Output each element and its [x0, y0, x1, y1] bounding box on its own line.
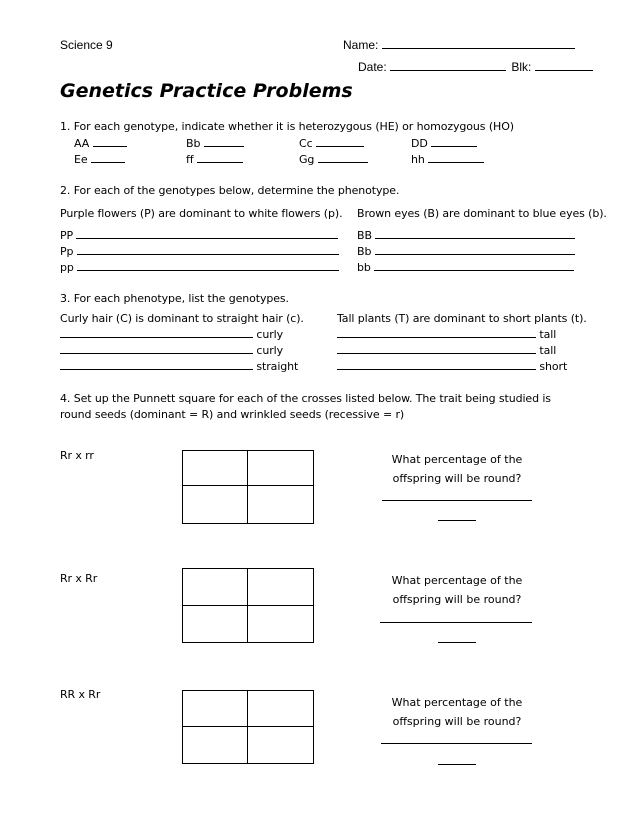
answer-blank[interactable] [381, 743, 532, 744]
answer-blank[interactable] [318, 162, 368, 163]
cross-label: RR x Rr [60, 688, 101, 701]
date-blank[interactable] [390, 70, 506, 71]
q4-prompt-line1: 4. Set up the Punnett square for each of the crosses listed below. The trait being studied is [60, 392, 551, 405]
answer-blank[interactable] [204, 146, 244, 147]
answer-blank[interactable] [428, 162, 484, 163]
punnett-square[interactable] [182, 690, 314, 764]
q2-left-item[interactable] [60, 245, 339, 258]
name-label: Name: [343, 38, 379, 52]
answer-blank[interactable] [337, 369, 536, 370]
date-label: Date: [358, 60, 387, 74]
q2-left-rule: Purple flowers (P) are dominant to white flowers (p). [60, 207, 343, 220]
genotype-label: bb [357, 261, 371, 274]
answer-blank[interactable] [60, 353, 253, 354]
genotype-label: pp [60, 261, 74, 274]
q1-item-cc[interactable] [299, 137, 364, 150]
answer-blank[interactable] [337, 337, 536, 338]
percentage-question: What percentage of the offspring will be round? [391, 696, 523, 728]
answer-blank[interactable] [316, 146, 364, 147]
answer-blank[interactable] [431, 146, 477, 147]
genotype-label: Cc [299, 137, 313, 150]
answer-blank[interactable] [380, 622, 532, 623]
phenotype-label: curly [256, 328, 284, 341]
answer-blank[interactable] [76, 238, 338, 239]
cross-label: Rr x Rr [60, 572, 98, 585]
q3-right-item[interactable] [337, 360, 567, 373]
phenotype-label: curly [256, 344, 284, 357]
punnett-square[interactable] [182, 450, 314, 524]
q2-prompt: 2. For each of the genotypes below, determine the phenotype. [60, 184, 400, 197]
genotype-label: Bb [186, 137, 201, 150]
q3-right-rule: Tall plants (T) are dominant to short plants (t). [337, 312, 587, 325]
genotype-label: Bb [357, 245, 372, 258]
answer-blank[interactable] [374, 270, 574, 271]
q1-item-dd[interactable] [411, 137, 477, 150]
q2-left-item[interactable] [60, 229, 338, 242]
genotype-label: Ee [74, 153, 88, 166]
genotype-label: Pp [60, 245, 74, 258]
q1-item-gg[interactable] [299, 153, 368, 166]
q1-item-bb[interactable] [186, 137, 244, 150]
genotype-label: AA [74, 137, 90, 150]
phenotype-label: straight [256, 360, 299, 373]
q3-left-item[interactable] [60, 328, 283, 341]
answer-blank[interactable] [60, 369, 253, 370]
name-field[interactable] [343, 38, 575, 52]
answer-blank[interactable] [375, 254, 575, 255]
blk-blank[interactable] [535, 70, 593, 71]
phenotype-label: tall [539, 328, 557, 341]
q4-prompt-line2: round seeds (dominant = R) and wrinkled seeds (recessive = r) [60, 408, 405, 421]
name-blank[interactable] [382, 48, 575, 49]
genotype-label: Gg [299, 153, 315, 166]
course-label: Science 9 [60, 38, 113, 52]
answer-blank[interactable] [375, 238, 575, 239]
answer-blank[interactable] [93, 146, 127, 147]
page-title: Genetics Practice Problems [60, 80, 353, 102]
answer-blank[interactable] [337, 353, 536, 354]
blk-label: Blk: [511, 60, 532, 74]
answer-blank[interactable] [77, 270, 339, 271]
q1-item-hh[interactable] [411, 153, 484, 166]
answer-blank[interactable] [197, 162, 243, 163]
percentage-question: What percentage of the offspring will be round? [391, 453, 523, 485]
q1-item-aa[interactable] [74, 137, 127, 150]
percentage-question: What percentage of the offspring will be round? [391, 574, 523, 606]
q1-item-ee[interactable] [74, 153, 125, 166]
q2-right-item[interactable] [357, 229, 575, 242]
q3-left-item[interactable] [60, 360, 298, 373]
answer-blank[interactable] [438, 520, 476, 521]
q3-left-item[interactable] [60, 344, 283, 357]
genotype-label: BB [357, 229, 372, 242]
genotype-label: PP [60, 229, 74, 242]
genotype-label: DD [411, 137, 428, 150]
q3-prompt: 3. For each phenotype, list the genotypes. [60, 292, 289, 305]
phenotype-label: short [539, 360, 568, 373]
date-field[interactable] [358, 60, 593, 74]
q2-left-item[interactable] [60, 261, 339, 274]
genotype-label: ff [186, 153, 194, 166]
punnett-square[interactable] [182, 568, 314, 643]
genotype-label: hh [411, 153, 425, 166]
q2-right-rule: Brown eyes (B) are dominant to blue eyes (b). [357, 207, 607, 220]
cross-label: Rr x rr [60, 449, 94, 462]
q3-left-rule: Curly hair (C) is dominant to straight hair (c). [60, 312, 304, 325]
q2-right-item[interactable] [357, 245, 575, 258]
q3-right-item[interactable] [337, 328, 556, 341]
answer-blank[interactable] [438, 642, 476, 643]
answer-blank[interactable] [382, 500, 532, 501]
phenotype-label: tall [539, 344, 557, 357]
q1-prompt: 1. For each genotype, indicate whether it is heterozygous (HE) or homozygous (HO) [60, 120, 514, 133]
answer-blank[interactable] [438, 764, 476, 765]
answer-blank[interactable] [60, 337, 253, 338]
answer-blank[interactable] [77, 254, 339, 255]
q1-item-ff[interactable] [186, 153, 243, 166]
q2-right-item[interactable] [357, 261, 574, 274]
answer-blank[interactable] [91, 162, 125, 163]
q3-right-item[interactable] [337, 344, 556, 357]
